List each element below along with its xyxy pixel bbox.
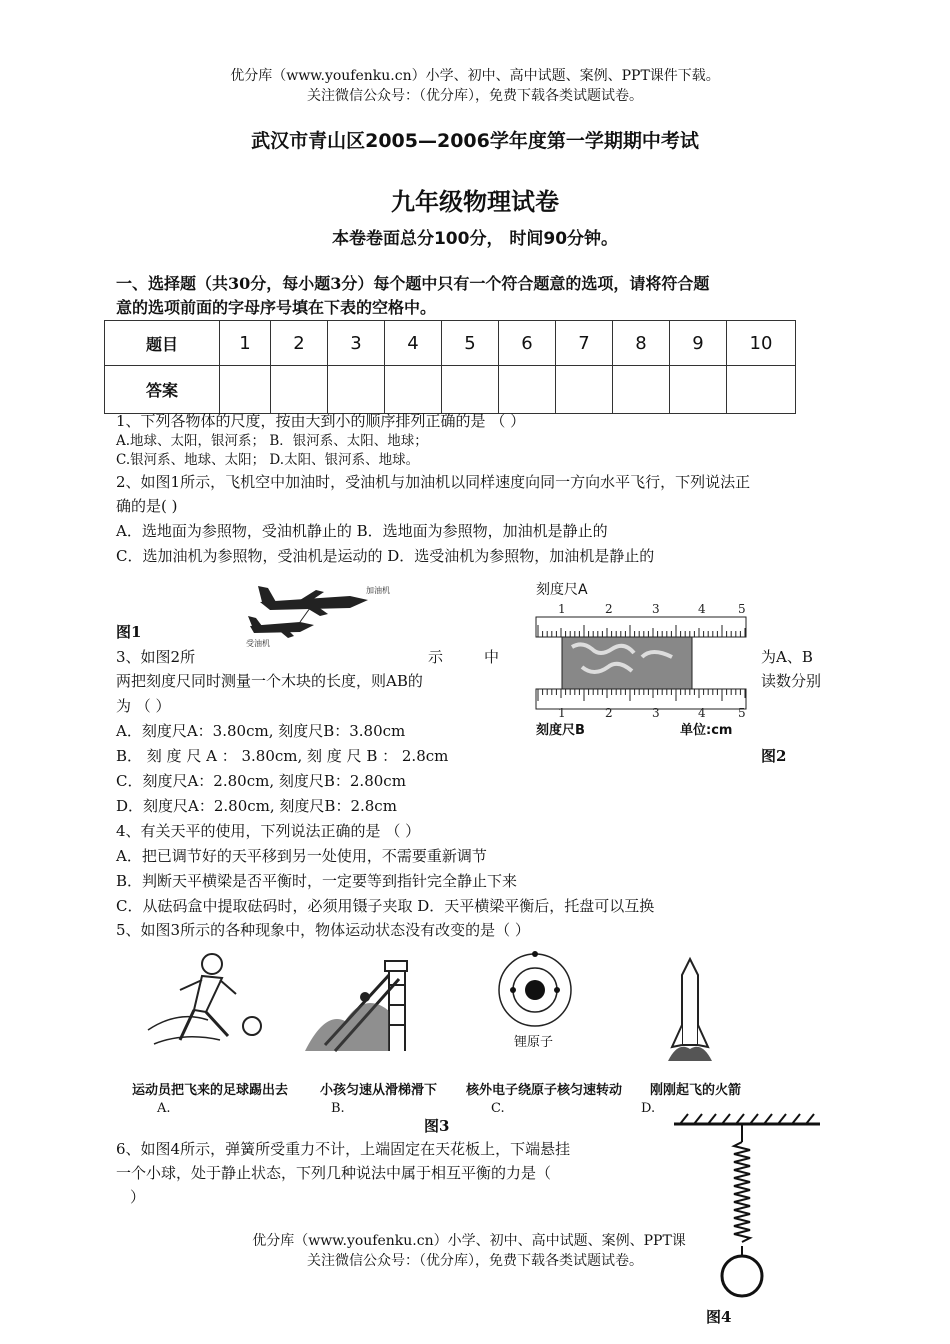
watermark-line2: 关注微信公众号：（优分库），免费下载各类试题试卷。: [307, 88, 643, 104]
fig3-soccer-player: [140, 950, 270, 1055]
question-number: 8: [613, 321, 670, 366]
question-number: 10: [727, 321, 796, 366]
fig3-caption-a: 运动员把飞来的足球踢出去: [132, 1083, 289, 1098]
question-number: 9: [670, 321, 727, 366]
q3-option-d: D．刻度尺A：2.80cm, 刻度尺B：2.8cm: [116, 797, 397, 815]
q3-stem-d: 为A、B: [761, 648, 813, 666]
q1-stem: 1、下列各物体的尺度，按由大到小的顺序排列正确的是 （ ）: [116, 412, 526, 430]
fig3-atom: [490, 948, 580, 1048]
rulers-illustration: [532, 597, 748, 717]
receiver-label: 受油机: [246, 639, 270, 648]
question-number: 1: [220, 321, 271, 366]
q3-stem-b: 示: [428, 648, 444, 666]
ruler-b-tick: 3: [652, 706, 660, 717]
q3-option-a: A．刻度尺A：3.80cm, 刻度尺B：3.80cm: [116, 722, 406, 740]
fig3-caption-d: 刚刚起飞的火箭: [650, 1083, 742, 1098]
fig4-label: 图4: [706, 1308, 732, 1326]
footer-watermark-line2: 关注微信公众号：（优分库），免费下载各类试题试卷。: [307, 1253, 643, 1269]
q4-option-cd: C．从砝码盒中提取砝码时，必须用镊子夹取 D．天平横梁平衡后，托盘可以互换: [116, 897, 655, 915]
q3-option-c: C．刻度尺A：2.80cm, 刻度尺B：2.80cm: [116, 772, 406, 790]
unit-label: 单位:cm: [680, 723, 733, 738]
q3-option-b: B． 刻 度 尺 A ： 3.80cm, 刻 度 尺 B ： 2.8cm: [116, 747, 449, 765]
answer-cell[interactable]: [328, 366, 385, 414]
answer-table: [104, 320, 796, 414]
fig2-label: 图2: [761, 747, 787, 765]
subject-title: 九年级物理试卷: [391, 188, 559, 216]
fig3-label: 图3: [424, 1117, 450, 1135]
question-number: 6: [499, 321, 556, 366]
fig3-rocket: [660, 955, 720, 1065]
answer-cell[interactable]: [385, 366, 442, 414]
fig3-letter-b: B.: [331, 1101, 345, 1116]
tanker-label: 加油机: [366, 586, 390, 595]
rocket-illustration: [660, 955, 720, 1065]
atom-label: 锂原子: [514, 1035, 554, 1050]
answer-cell[interactable]: [613, 366, 670, 414]
q2-options-ab: A．选地面为参照物，受油机静止的 B．选地面为参照物，加油机是静止的: [116, 522, 608, 540]
answer-cell[interactable]: [727, 366, 796, 414]
table-row-label-answer: 答案: [105, 366, 220, 414]
fig1-label: 图1: [116, 623, 142, 641]
ruler-b-tick: 4: [698, 706, 706, 717]
question-number: 2: [271, 321, 328, 366]
ruler-a-tick: 4: [698, 602, 706, 616]
q5-stem: 5、如图3所示的各种现象中，物体运动状态没有改变的是（ ）: [116, 921, 530, 939]
q4-option-b: B．判断天平横梁是否平衡时，一定要等到指针完全静止下来: [116, 872, 518, 890]
planes-illustration: [240, 578, 420, 648]
q6-stem-line2: 一个小球，处于静止状态，下列几种说法中属于相互平衡的力是（: [116, 1164, 552, 1182]
ruler-a-tick: 5: [738, 602, 746, 616]
footer-watermark-line1: 优分库（www.youfenku.cn）小学、初中、高中试题、案例、PPT课: [252, 1233, 686, 1249]
fig3-slide: [305, 955, 445, 1055]
answer-cell[interactable]: [670, 366, 727, 414]
ruler-b-tick: 2: [605, 706, 613, 717]
watermark-line1: 优分库（www.youfenku.cn）小学、初中、高中试题、案例、PPT课件下载。: [230, 68, 720, 84]
figure1-planes: [240, 578, 420, 648]
figure4-spring: [672, 1112, 822, 1307]
spring-illustration: [672, 1112, 822, 1307]
fig3-letter-d: D.: [641, 1101, 656, 1116]
q2-stem-line2: 确的是( ): [116, 497, 178, 515]
q3-stem-line2b: 读数分别: [761, 672, 822, 690]
question-number: 7: [556, 321, 613, 366]
q3-stem-line3: 为 （ ）: [116, 697, 171, 715]
fig3-caption-b: 小孩匀速从滑梯滑下: [320, 1083, 438, 1098]
figure2-rulers: [532, 577, 748, 742]
question-number: 3: [328, 321, 385, 366]
ruler-b-tick: 1: [558, 706, 566, 717]
answer-cell[interactable]: [220, 366, 271, 414]
fig3-caption-c: 核外电子绕原子核匀速转动: [466, 1083, 623, 1098]
answer-cell[interactable]: [442, 366, 499, 414]
q6-stem-line3: ）: [130, 1188, 146, 1206]
answer-cell[interactable]: [556, 366, 613, 414]
atom-illustration: [490, 948, 580, 1038]
ruler-a-tick: 3: [652, 602, 660, 616]
section-heading: 一、选择题（共30分，每小题3分）每个题中只有一个符合题意的选项，请将符合题 意的选项前面的字母序号填在下表的空格中。: [116, 274, 710, 317]
fig3-letter-c: C.: [491, 1101, 505, 1116]
q1-options-ab: A.地球、太阳，银河系； B．银河系、太阳、地球；: [116, 433, 428, 449]
q2-stem-line1: 2、如图1所示，飞机空中加油时，受油机与加油机以同样速度向同一方向水平飞行，下列说法正: [116, 473, 751, 491]
q4-option-a: A．把已调节好的天平移到另一处使用，不需要重新调节: [116, 847, 487, 865]
exam-title: 武汉市青山区2005—2006学年度第一学期期中考试: [251, 130, 699, 152]
q6-stem-line1: 6、如图4所示，弹簧所受重力不计，上端固定在天花板上，下端悬挂: [116, 1140, 571, 1158]
q1-options-cd: C.银河系、地球、太阳； D.太阳、银河系、地球。: [116, 452, 420, 468]
ruler-a-tick: 2: [605, 602, 613, 616]
soccer-illustration: [140, 950, 270, 1055]
table-row-label-question: 题目: [105, 321, 220, 366]
q4-stem: 4、有关天平的使用，下列说法正确的是 （ ）: [116, 822, 421, 840]
question-number: 4: [385, 321, 442, 366]
ruler-a-label: 刻度尺A: [536, 582, 588, 598]
fig3-letter-a: A.: [157, 1101, 171, 1116]
q3-stem-c: 中: [484, 648, 500, 666]
exam-info: 本卷卷面总分100分， 时间90分钟。: [331, 229, 619, 249]
q3-stem-line2a: 两把刻度尺同时测量一个木块的长度，则AB的: [116, 672, 423, 690]
ruler-b-tick: 5: [738, 706, 746, 717]
q2-options-cd: C．选加油机为参照物，受油机是运动的 D．选受油机为参照物，加油机是静止的: [116, 547, 655, 565]
ruler-b-label: 刻度尺B: [536, 723, 585, 738]
slide-illustration: [305, 955, 445, 1055]
q3-stem-a: 3、如图2所: [116, 648, 196, 666]
ruler-a-tick: 1: [558, 602, 566, 616]
answer-cell[interactable]: [271, 366, 328, 414]
answer-cell[interactable]: [499, 366, 556, 414]
question-number: 5: [442, 321, 499, 366]
